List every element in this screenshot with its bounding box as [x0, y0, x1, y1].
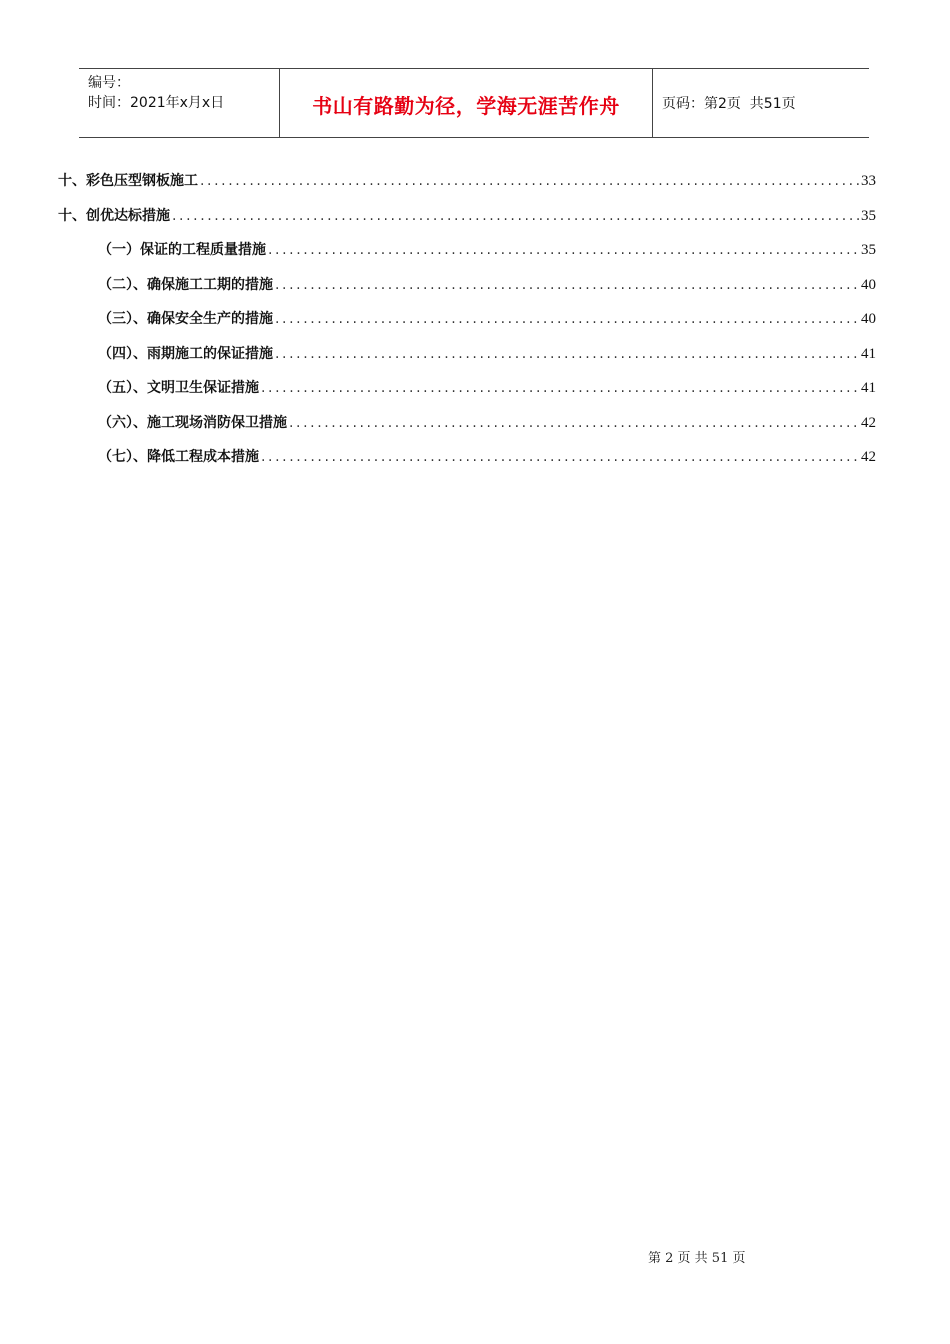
page-footer: 第 2 页 共 51 页: [648, 1251, 746, 1266]
page-info: 页码：第2页 共51页: [662, 96, 796, 112]
toc-entry-page: 35: [861, 207, 876, 224]
toc-entry[interactable]: [58, 308, 876, 343]
toc-entry-page: 42: [861, 449, 876, 465]
motto-text: 书山有路勤为径，学海无涯苦作舟: [312, 93, 620, 118]
toc-entry-label: （四）、雨期施工的保证措施: [98, 345, 273, 362]
toc-entry-page: 40: [861, 311, 876, 327]
toc-entry[interactable]: [58, 343, 876, 378]
toc-leader-dots: [268, 242, 859, 258]
toc-entry-page: 41: [861, 345, 876, 362]
toc-entry-page: 41: [861, 380, 876, 396]
toc-leader-dots: [275, 346, 859, 362]
toc-entry-page: 40: [861, 276, 876, 293]
toc-entry-label: （二）、确保施工工期的措施: [98, 276, 273, 293]
toc-leader-dots: [200, 173, 859, 189]
toc-entry-label: 十、彩色压型钢板施工: [58, 173, 198, 189]
toc-entry[interactable]: [58, 170, 876, 205]
toc-leader-dots: [275, 277, 859, 293]
toc-entry[interactable]: [58, 446, 876, 481]
toc-leader-dots: [275, 311, 859, 327]
toc-entry-page: 35: [861, 242, 876, 258]
toc-entry-label: （六）、施工现场消防保卫措施: [98, 414, 287, 431]
toc-entry-label: （七）、降低工程成本措施: [98, 449, 259, 465]
toc-entry[interactable]: [58, 205, 876, 240]
header-page-cell: [653, 69, 869, 137]
toc-entry-label: 十、创优达标措施: [58, 207, 170, 224]
toc-entry[interactable]: [58, 274, 876, 309]
number-label: 编号：: [88, 75, 130, 91]
table-of-contents: [58, 170, 876, 481]
toc-entry-label: （一）保证的工程质量措施: [98, 242, 266, 258]
toc-entry-label: （五）、文明卫生保证措施: [98, 380, 259, 396]
document-header: [79, 68, 869, 138]
toc-entry-label: （三）、确保安全生产的措施: [98, 311, 273, 327]
toc-entry[interactable]: [58, 377, 876, 412]
toc-leader-dots: [172, 208, 859, 224]
toc-leader-dots: [289, 415, 859, 431]
header-meta-cell: [79, 69, 280, 137]
header-motto-cell: [280, 69, 653, 137]
date-label: 时间：2021年x月x日: [88, 95, 225, 111]
toc-entry[interactable]: [58, 412, 876, 447]
toc-entry-page: 33: [861, 173, 876, 189]
toc-entry-page: 42: [861, 414, 876, 431]
toc-entry[interactable]: [58, 239, 876, 274]
toc-leader-dots: [261, 380, 859, 396]
toc-leader-dots: [261, 449, 859, 465]
